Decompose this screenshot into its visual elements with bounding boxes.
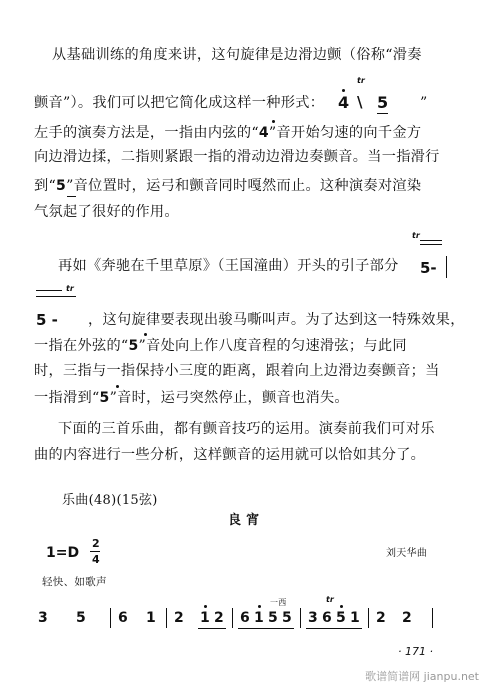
slide-mark: \ xyxy=(357,93,363,111)
time-numerator: 2 xyxy=(92,537,100,550)
score-note: 2 xyxy=(402,610,412,626)
high-dot xyxy=(340,605,343,608)
score-note: 2 xyxy=(214,610,224,626)
text-span: ” xyxy=(420,95,428,111)
beam xyxy=(198,628,226,629)
page-number: · 171 · xyxy=(398,645,433,658)
text-line xyxy=(58,420,435,438)
over-mark: 一西 xyxy=(270,598,287,607)
text-span: 左手的演奏方法是，一指由内弦的“ xyxy=(34,125,259,141)
key-signature: 1=D xyxy=(46,545,80,561)
barline xyxy=(432,608,433,628)
trill-mark: tr xyxy=(326,595,334,604)
staff-line xyxy=(36,290,62,291)
score-note: 5 xyxy=(76,610,86,626)
note-4: 4 xyxy=(258,125,269,141)
score-note: 1 xyxy=(200,610,210,626)
trill-mark: tr xyxy=(412,231,420,240)
text-line xyxy=(58,257,399,275)
note-4: 4 xyxy=(338,93,350,112)
note-5-dash: 5 - xyxy=(36,311,58,329)
note-5: 5 xyxy=(56,178,67,194)
text-line xyxy=(34,203,179,221)
score-note: 5 xyxy=(282,610,292,626)
text-span: 下面的三首乐曲，都有颤音技巧的运用。演奏前我们可对乐 xyxy=(58,421,435,437)
staff-line xyxy=(36,296,76,297)
high-dot xyxy=(258,605,261,608)
underline xyxy=(377,113,388,114)
text-span: 到“ xyxy=(34,178,57,194)
text-line xyxy=(34,446,425,464)
high-dot xyxy=(144,333,147,336)
note-5-dash: 5- xyxy=(420,259,437,277)
high-dot xyxy=(342,89,345,92)
trill-mark: tr xyxy=(66,284,74,293)
text-span: 气氛起了很好的作用。 xyxy=(34,204,179,220)
score-note: 2 xyxy=(376,610,386,626)
watermark: 歌谱简谱网 jianpu.net xyxy=(365,670,479,683)
high-dot xyxy=(116,385,119,388)
composer: 刘天华曲 xyxy=(386,548,428,559)
text-span: 从基础训练的角度来讲，这句旋律是边滑边颤（俗称“滑奏 xyxy=(52,47,422,63)
score-note: 1 xyxy=(350,610,360,626)
barline xyxy=(368,608,369,628)
score-note: 5 xyxy=(268,610,278,626)
score-note: 1 xyxy=(146,610,156,626)
score-note: 3 xyxy=(38,610,48,626)
piece-title: 良 宵 xyxy=(228,513,260,528)
tempo-marking: 轻快、如歌声 xyxy=(42,576,107,588)
score-note: 1 xyxy=(254,610,264,626)
text-line xyxy=(34,148,440,166)
text-span: 再如《奔驰在千里草原》（王国潼曲）开头的引子部分 xyxy=(58,258,399,274)
barline xyxy=(446,256,447,278)
text-span: ”音时，运弓突然停止，颤音也消失。 xyxy=(109,390,349,406)
text-span: ，这句旋律要表现出骏马嘶叫声。为了达到这一特殊效果， xyxy=(88,312,465,328)
beam xyxy=(306,628,362,629)
note-5: 5 xyxy=(128,338,139,354)
score-note: 6 xyxy=(240,610,250,626)
text-span: ”音处向上作八度音程的匀速滑弦；与此同 xyxy=(138,338,407,354)
text-line xyxy=(34,94,324,112)
text-span: 颤音”）。我们可以把它简化成这样一种形式： xyxy=(34,95,325,111)
text-line xyxy=(34,124,421,142)
score-note: 6 xyxy=(322,610,332,626)
text-span: 时，三指与一指保持小三度的距离，跟着向上边滑边奏颤音；当 xyxy=(34,363,440,379)
text-span: ”音位置时，运弓和颤音同时嘎然而止。这种演奏对渲染 xyxy=(66,178,422,194)
text-span: ”音开始匀速的向千金方 xyxy=(268,125,422,141)
text-line xyxy=(34,389,349,407)
high-dot xyxy=(204,605,207,608)
score-note: 5 xyxy=(336,610,346,626)
text-line xyxy=(34,46,422,64)
score-note: 6 xyxy=(118,610,128,626)
text-span: 向边滑边揉，二指则紧跟一指的滑动边滑边奏颤音。当一指滑行 xyxy=(34,149,440,165)
text-span: 曲的内容进行一些分析，这样颤音的运用就可以恰如其分了。 xyxy=(34,447,426,463)
barline xyxy=(110,608,111,628)
staff-line xyxy=(420,240,442,241)
barline xyxy=(166,608,167,628)
barline xyxy=(232,608,233,628)
note-5: 5 xyxy=(99,390,110,406)
underline xyxy=(67,196,76,197)
piece-label: 乐曲(48)(15弦) xyxy=(62,493,158,508)
beam xyxy=(238,628,294,629)
staff-line xyxy=(420,244,442,245)
time-denominator: 4 xyxy=(92,553,100,566)
text-span: 一指在外弦的“ xyxy=(34,338,129,354)
text-span: 一指滑到“ xyxy=(34,390,100,406)
score-note: 2 xyxy=(174,610,184,626)
note-5: 5 xyxy=(377,93,389,112)
high-dot xyxy=(272,120,275,123)
time-divider xyxy=(90,551,100,552)
score-note: 3 xyxy=(308,610,318,626)
text-line xyxy=(88,311,465,329)
barline xyxy=(300,608,301,628)
text-line xyxy=(34,337,407,355)
text-line xyxy=(34,177,421,195)
text-line xyxy=(34,362,440,380)
trill-mark: tr xyxy=(357,76,365,85)
